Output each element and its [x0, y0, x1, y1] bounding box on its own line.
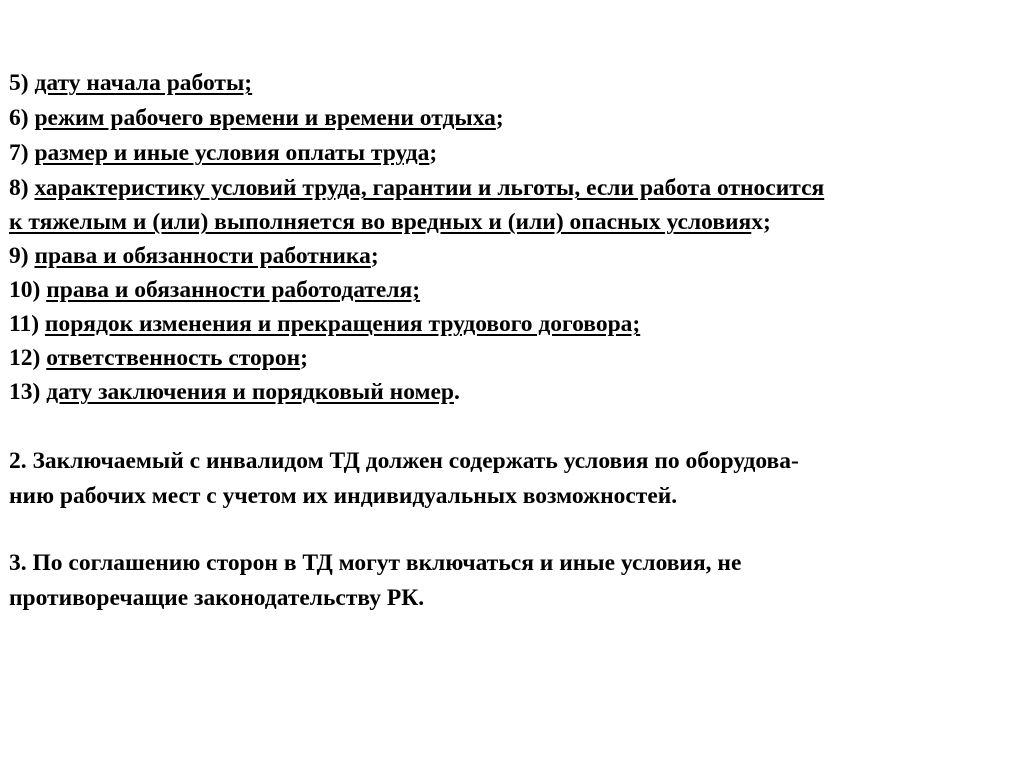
list-item-9 [9, 239, 379, 273]
item-text: права и обязанности работника [34, 243, 371, 269]
list-item-10 [9, 273, 420, 307]
item-suffix: ; [429, 140, 438, 166]
list-item-12 [9, 341, 308, 375]
item-number: 13) [9, 379, 47, 405]
list-item-8 [9, 171, 824, 205]
list-item-13 [9, 375, 460, 409]
item-text: к тяжелым и (или) выполняется во вредных и (или) опасных условия [9, 209, 752, 235]
item-suffix: . [454, 379, 460, 405]
item-text: порядок изменения и прекращения трудового договора; [44, 311, 641, 337]
item-number: 11) [9, 311, 45, 337]
item-text: режим рабочего времени и времени отдыха [34, 105, 496, 131]
item-number: 10) [9, 277, 47, 303]
item-number: 12) [9, 345, 47, 371]
item-suffix: ; [300, 345, 308, 371]
list-item-5 [9, 66, 252, 100]
paragraph-2-line-2: нию рабочих мест с учетом их индивидуальных возможностей. [9, 483, 678, 509]
item-text: дату начала работы; [34, 70, 253, 96]
paragraph-2-line-1: 2. Заключаемый с инвалидом ТД должен содержать условия по оборудова- [9, 448, 799, 474]
list-item-11 [9, 307, 640, 341]
item-suffix: ; [370, 243, 379, 269]
item-number: 9) [9, 243, 35, 269]
item-text: ответственность сторон [46, 345, 301, 371]
item-number: 6) [9, 105, 35, 131]
item-number: 8) [9, 175, 35, 201]
item-text: размер и иные условия оплаты труда [34, 140, 430, 166]
item-text: права и обязанности работодателя; [46, 277, 421, 303]
paragraph-3-line-1: 3. По соглашению сторон в ТД могут включаться и иные условия, не [9, 550, 742, 576]
item-number: 5) [9, 70, 35, 96]
item-text: характеристику условий труда, гарантии и льготы, если работа относится [34, 175, 825, 201]
list-item-6 [9, 101, 504, 135]
item-text: дату заключения и порядковый номер [46, 379, 454, 405]
list-item-7 [9, 136, 437, 170]
paragraph-3-line-2: противоречащие законодательству РК. [9, 585, 425, 611]
item-suffix: х; [751, 209, 771, 235]
list-item-8-continued [9, 205, 771, 239]
item-number: 7) [9, 140, 35, 166]
item-suffix: ; [495, 105, 504, 131]
